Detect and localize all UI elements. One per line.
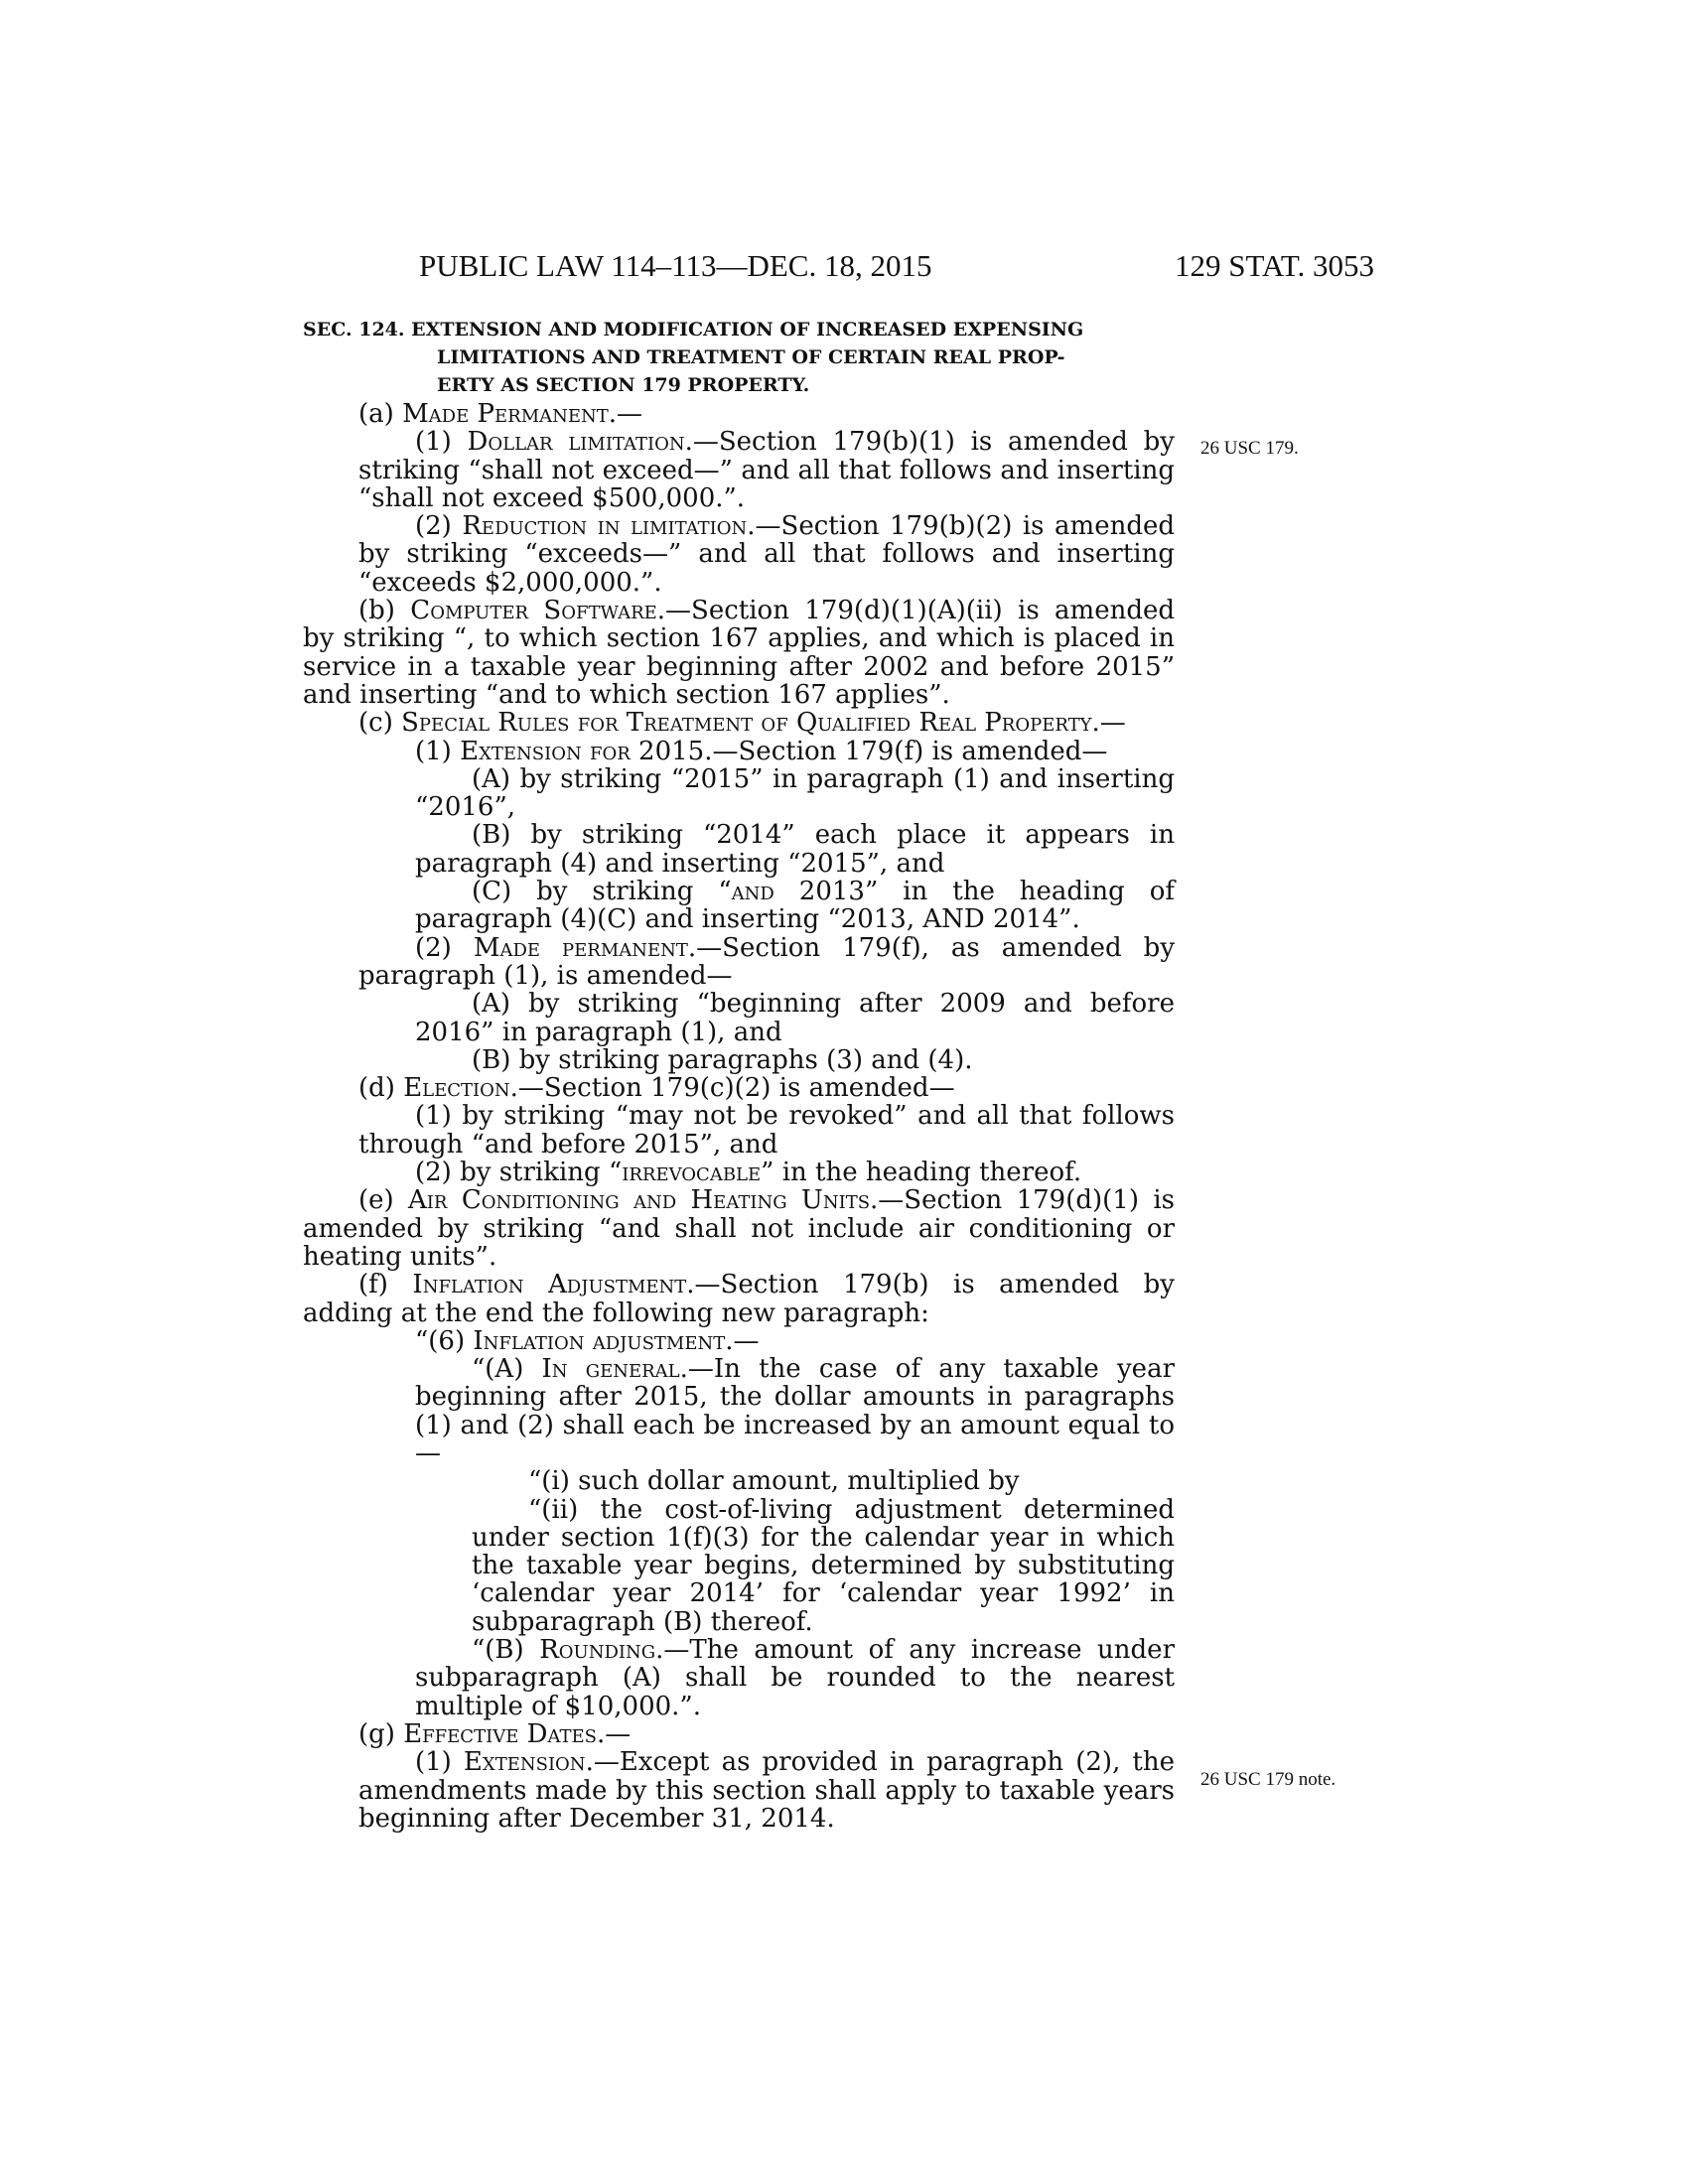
para-c-1-A: (A) by striking “2015” in paragraph (1) and inserting “2016”, — [415, 763, 1175, 823]
para-f-6-A-ii: “(ii) the cost-of-living adjustment determined under section 1(f)(3) for the calendar year in which the taxable year begins, determined by substituting ‘calendar year 2014’ for ‘calendar year 1992’ in subparagraph (B) thereof. — [472, 1494, 1175, 1637]
para-c-2-A: (A) by striking “beginning after 2009 and before 2016” in paragraph (1), and — [415, 989, 1175, 1047]
para-c-1-C: (C) by striking “and 2013” in the heading of paragraph (4)(C) and inserting “2013, AND 2014”. — [415, 877, 1175, 935]
para-c-1: (1) Extension for 2015.—Section 179(f) is amended— — [415, 736, 1108, 766]
section-heading-line-1: SEC. 124. EXTENSION AND MODIFICATION OF INCREASED EXPENSING — [303, 319, 1084, 341]
running-header — [419, 248, 1374, 284]
para-f-6: “(6) Inflation adjustment.— — [415, 1325, 760, 1356]
para-f-6-A: “(A) In general.—In the case of any taxable year beginning after 2015, the dollar amounts in paragraphs (1) and (2) shall each be increased by an amount equal to— — [415, 1354, 1175, 1468]
margin-note-usc-179: 26 USC 179. — [1200, 438, 1299, 459]
para-b: (b) Computer Software.—Section 179(d)(1)(A)(ii) is amended by striking “, to which section 167 applies, and which is placed in service in a taxable year beginning after 2002 and before 2015” and inserting “and to which section 167 applies”. — [303, 596, 1176, 710]
para-a: (a) Made Permanent.— — [358, 399, 643, 429]
para-c-1-B: (B) by striking “2014” each place it appears in paragraph (4) and inserting “2015”, and — [415, 820, 1175, 879]
section-body — [303, 400, 1175, 1833]
para-d-1: (1) by striking “may not be revoked” and all that follows through “and before 2015”, and — [358, 1101, 1175, 1160]
para-f-6-A-i: “(i) such dollar amount, multiplied by — [528, 1466, 1020, 1497]
section-heading — [303, 316, 1175, 399]
para-g: (g) Effective Dates.— — [358, 1718, 632, 1749]
margin-note-usc-179-note: 26 USC 179 note. — [1200, 1769, 1336, 1790]
para-g-1: (1) Extension.—Except as provided in paragraph (2), the amendments made by this section shall apply to taxable years beginning after December 31, 2014. — [358, 1747, 1176, 1834]
para-c: (c) Special Rules for Treatment of Qualified Real Property.— — [358, 708, 1126, 739]
header-title: PUBLIC LAW 114–113—DEC. 18, 2015 — [419, 248, 932, 283]
para-c-2: (2) Made permanent.—Section 179(f), as amended by paragraph (1), is amended— — [358, 932, 1176, 991]
para-d: (d) Election.—Section 179(c)(2) is amended— — [358, 1073, 955, 1104]
para-d-2: (2) by striking “irrevocable” in the heading thereof. — [415, 1158, 1082, 1188]
para-f-6-B: “(B) Rounding.—The amount of any increase under subparagraph (A) shall be rounded to the nearest multiple of $10,000.”. — [415, 1635, 1176, 1721]
section-heading-line-2: LIMITATIONS AND TREATMENT OF CERTAIN REAL PROP- — [437, 346, 1065, 368]
section-heading-line-3: ERTY AS SECTION 179 PROPERTY. — [437, 374, 810, 396]
para-c-2-B: (B) by striking paragraphs (3) and (4). — [472, 1044, 973, 1075]
header-stat-page: 129 STAT. 3053 — [1174, 248, 1374, 283]
para-a-2: (2) Reduction in limitation.—Section 179(b)(2) is amended by striking “exceeds—” and all that follows and inserting “exceeds $2,000,000.”. — [358, 511, 1176, 598]
para-e: (e) Air Conditioning and Heating Units.—Section 179(d)(1) is amended by striking “and shall not include air conditioning or heating units”. — [303, 1185, 1175, 1272]
para-a-1: (1) Dollar limitation.—Section 179(b)(1) is amended by striking “shall not exceed—” and all that follows and inserting “shall not exceed $500,000.”. — [358, 427, 1175, 513]
para-f: (f) Inflation Adjustment.—Section 179(b) is amended by adding at the end the following new paragraph: — [303, 1270, 1175, 1328]
